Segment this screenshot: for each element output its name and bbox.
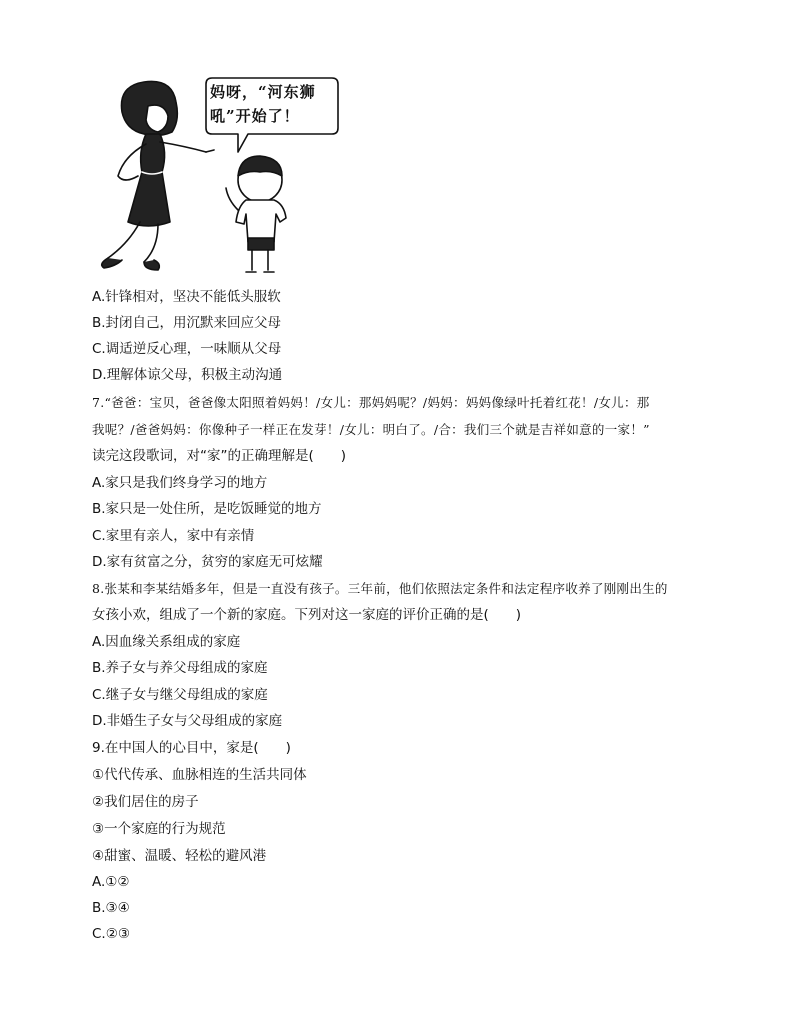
q9-option-a: A.①② <box>92 874 130 890</box>
q6-option-b: B.封闭自己，用沉默来回应父母 <box>92 315 282 331</box>
q9-statement-4: ④甜蜜、温暖、轻松的避风港 <box>92 848 267 864</box>
speech-bubble-text <box>210 80 340 128</box>
q9-statement-3: ③一个家庭的行为规范 <box>92 821 226 837</box>
q9-stem: 9.在中国人的心目中，家是( ) <box>92 740 291 756</box>
q7-lyrics-line-2: 我呢？/爸爸妈妈：你像种子一样正在发芽！/女儿：明白了。/合：我们三个就是吉祥如意的一家！” <box>92 422 650 437</box>
q7-option-a: A.家只是我们终身学习的地方 <box>92 475 268 491</box>
q7-stem: 读完这段歌词，对“家”的正确理解是( ) <box>92 448 347 464</box>
q9-statement-2: ②我们居住的房子 <box>92 794 199 810</box>
speech-bubble-line-2: 吼”开始了！ <box>210 107 300 125</box>
q8-stem-line-1: 8.张某和李某结婚多年，但是一直没有孩子。三年前，他们依照法定条件和法定程序收养了刚刚出生的 <box>92 581 668 596</box>
q8-option-d: D.非婚生子女与父母组成的家庭 <box>92 713 283 729</box>
q9-option-b: B.③④ <box>92 900 130 916</box>
q9-option-c: C.②③ <box>92 926 130 942</box>
q7-option-c: C.家里有亲人，家中有亲情 <box>92 528 255 544</box>
q7-lyrics-line-1: 7.“爸爸：宝贝，爸爸像太阳照着妈妈！/女儿：那妈妈呢？/妈妈：妈妈像绿叶托着红花！/女儿：那 <box>92 395 650 410</box>
q9-statement-1: ①代代传承、血脉相连的生活共同体 <box>92 767 307 783</box>
q8-option-a: A.因血缘关系组成的家庭 <box>92 634 241 650</box>
q6-option-c: C.调适逆反心理，一味顺从父母 <box>92 341 282 357</box>
q8-option-b: B.养子女与养父母组成的家庭 <box>92 660 268 676</box>
q6-option-d: D.理解体谅父母，积极主动沟通 <box>92 367 283 383</box>
q6-option-a: A.针锋相对，坚决不能低头服软 <box>92 289 281 305</box>
q8-stem-line-2: 女孩小欢，组成了一个新的家庭。下列对这一家庭的评价正确的是( ) <box>92 607 522 623</box>
q7-option-d: D.家有贫富之分，贫穷的家庭无可炫耀 <box>92 554 323 570</box>
q8-option-c: C.继子女与继父母组成的家庭 <box>92 687 268 703</box>
speech-bubble-line-1: 妈呀，“河东狮 <box>210 83 316 101</box>
q7-option-b: B.家只是一处住所，是吃饭睡觉的地方 <box>92 501 322 517</box>
